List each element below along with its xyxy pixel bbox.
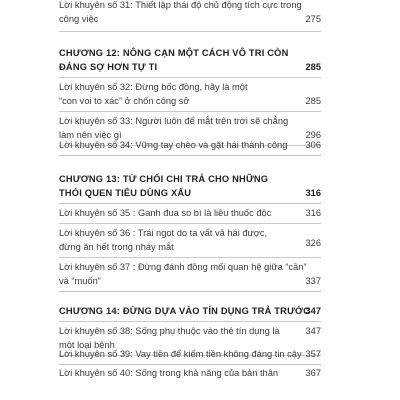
- toc-separator: [59, 31, 321, 32]
- toc-entry-39-line-1: Lời khuyên số 39: Vay tiền để kiếm tiền không đáng tin cậy: [59, 349, 302, 359]
- chapter-14-page: 347: [305, 306, 321, 316]
- toc-entry-40-page: 367: [305, 368, 321, 378]
- toc-entry-33-line-2: làm nên việc gì: [59, 130, 122, 140]
- toc-separator: [59, 257, 321, 258]
- toc-entry-35-line-1: Lời khuyên số 35 : Ganh đua so bì là liều thuốc độc: [59, 208, 272, 218]
- toc-entry-31-line-1: Lời khuyên số 31: Thiết lập thái độ chủ động tích cực trong: [59, 0, 302, 10]
- toc-entry-40-line-1: Lời khuyên số 40: Sống trong khả năng của bản thân: [59, 368, 279, 378]
- toc-separator: [59, 77, 321, 78]
- chapter-12-title-line-1: CHƯƠNG 12: NÔNG CẠN MỘT CÁCH VÔ TRI CÒN: [59, 48, 289, 58]
- toc-entry-38-line-2: một loại bệnh: [59, 340, 115, 350]
- toc-entry-37-line-1: Lời khuyên số 37 : Đừng đánh đồng mối quan hệ giữa “cần”: [59, 262, 307, 272]
- toc-entry-36-line-1: Lời khuyên số 36 : Trái ngọt do ta vất vả hái được,: [59, 228, 268, 238]
- chapter-12-page: 285: [305, 62, 321, 72]
- toc-entry-36-page: 326: [305, 238, 321, 248]
- toc-entry-38-line-1: Lời khuyên số 38: Sống phụ thuộc vào thẻ tín dụng là: [59, 326, 280, 336]
- toc-separator: [59, 203, 321, 204]
- toc-separator: [59, 364, 321, 365]
- toc-entry-39-page: 357: [305, 349, 321, 359]
- toc-separator: [59, 291, 321, 292]
- toc-entry-32-line-1: Lời khuyên số 32: Đừng bốc đồng, hãy là một: [59, 82, 248, 92]
- toc-entry-32-line-2: “con voi to xác” ở chốn công sở: [59, 96, 190, 106]
- toc-entry-32-page: 285: [305, 96, 321, 106]
- chapter-13-page: 316: [305, 188, 321, 198]
- toc-entry-34-page: 306: [305, 140, 321, 150]
- toc-entry-33-page: 296: [305, 130, 321, 140]
- toc-entry-35-page: 316: [305, 208, 321, 218]
- toc-separator: [59, 321, 321, 322]
- chapter-13-title-line-1: CHƯƠNG 13: TỪ CHỐI CHI TRẢ CHO NHỮNG: [59, 174, 269, 184]
- chapter-13-title-line-2: THÓI QUEN TIÊU DÙNG XẤU: [59, 188, 192, 198]
- chapter-14-title-line-1: CHƯƠNG 14: ĐỪNG DỰA VÀO TÍN DỤNG TRẢ TRƯỚC: [59, 306, 311, 316]
- toc-separator: [59, 111, 321, 112]
- toc-entry-38-page: 347: [305, 326, 321, 336]
- toc-entry-33-line-1: Lời khuyên số 33: Người luôn để mắt trên trời sẽ chẳng: [59, 116, 289, 126]
- toc-entry-36-line-2: đừng ăn hết trong nháy mắt: [59, 242, 174, 252]
- toc-separator: [59, 155, 321, 156]
- toc-separator: [59, 223, 321, 224]
- chapter-12-title-line-2: ĐÁNG SỢ HƠN TỰ TI: [59, 62, 158, 72]
- toc-entry-37-line-2: và “muốn”: [59, 276, 101, 286]
- toc-entry-37-page: 337: [305, 276, 321, 286]
- toc-entry-34-line-1: Lời khuyên số 34: Vững tay chèo và gặt hái thành công: [59, 140, 288, 150]
- toc-entry-31-page: 275: [305, 14, 321, 24]
- toc-entry-31-line-2: công việc: [59, 14, 99, 24]
